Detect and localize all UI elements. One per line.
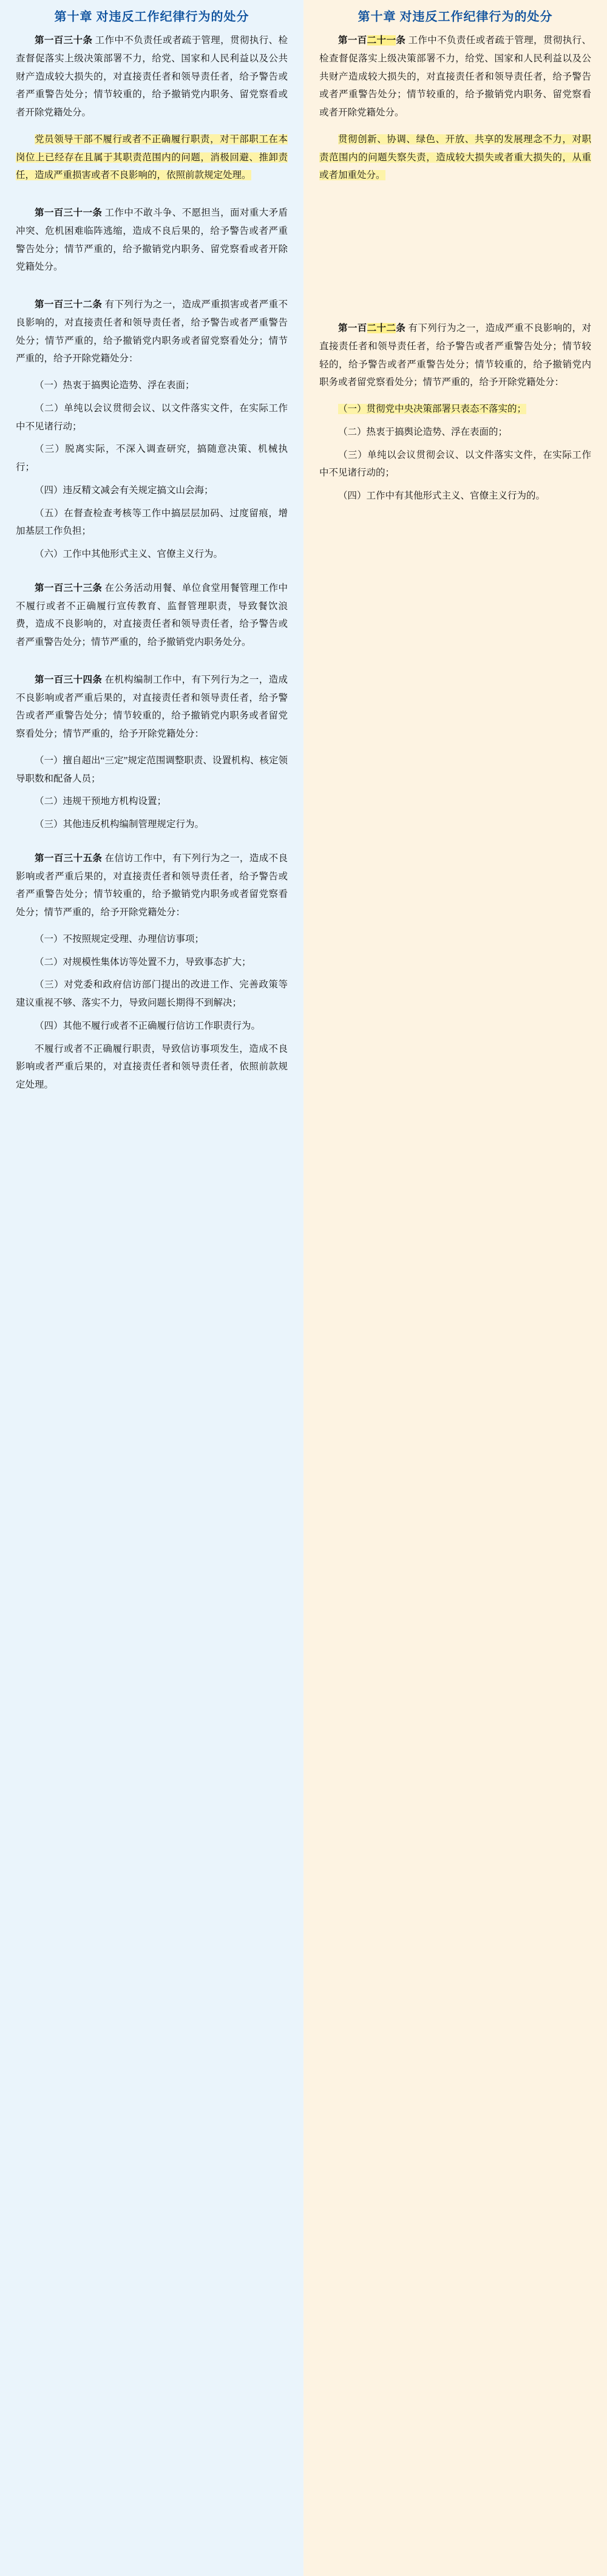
article-135-item-3: （三）对党委和政府信访部门提出的改进工作、完善政策等建议重视不够、落实不力，导致问题长期得不到解决； [16, 980, 288, 1008]
article-130-para2 [16, 131, 288, 185]
spacer [16, 193, 288, 204]
article-122-item-4: （四）工作中有其他形式主义、官僚主义行为的。 [338, 491, 546, 501]
article-134-item-1: （一）擅自超出“三定”规定范围调整职责、设置机构、核定领导职数和配备人员； [16, 755, 288, 784]
article-122-text: 有下列行为之一，造成严重不良影响的，对直接责任者和领导责任者，给予警告或者严重警告处分；情节较轻的，给予警告或者严重警告处分；情节较重的，给予撤销党内职务或者留党察看处分；情节严重的，给予开除党籍处分： [319, 323, 591, 388]
article-131-text: 工作中不敢斗争、不愿担当，面对重大矛盾冲突、危机困难临阵逃缩，造成不良后果的，给予警告或者严重警告处分；情节严重的，给予撤销党内职务、留党察看或者开除党籍处分。 [16, 208, 288, 273]
article-134 [16, 671, 288, 743]
article-132-text: 有下列行为之一，造成严重损害或者严重不良影响的，对直接责任者和领导责任者，给予警告或者严重警告处分；情节严重的，给予撤销党内职务或者留党察看处分；情节严重的，给予开除党籍处分： [16, 299, 288, 364]
spacer [319, 304, 591, 319]
article-132-item-6: （六）工作中其他形式主义、官僚主义行为。 [35, 549, 223, 559]
article-121-para2-text: 贯彻创新、协调、绿色、开放、共享的发展理念不力，对职责范围内的问题失察失责，造成较大损失或者重大损失的，从重或者加重处分。 [319, 134, 591, 181]
article-130 [16, 32, 288, 122]
article-122-number-highlight: 二十二 [367, 323, 396, 333]
spacer [319, 209, 591, 225]
article-135-text: 在信访工作中，有下列行为之一，造成不良影响或者严重后果的，对直接责任者和领导责任者，给予警告或者严重警告处分；情节较重的，给予撤销党内职务或者留党察看处分；情节严重的，给予开除党籍处分： [16, 853, 288, 918]
article-134-item-3: （三）其他违反机构编制管理规定行为。 [35, 819, 205, 830]
spacer [319, 240, 591, 256]
article-135-number: 第一百三十五条 [35, 853, 103, 864]
article-133-number: 第一百三十三条 [35, 582, 103, 593]
right-body [304, 32, 607, 505]
right-chapter-title: 第十章 对违反工作纪律行为的处分 [358, 10, 553, 24]
spacer [16, 660, 288, 671]
spacer [319, 272, 591, 288]
article-122-item-1-text: （一）贯彻党中央决策部署只表态不落实的； [338, 404, 527, 414]
article-132-item-4: （四）违反精文减会有关规定搞文山会海； [35, 485, 214, 496]
spacer [319, 256, 591, 272]
article-122-number-suffix: 条 [396, 323, 406, 333]
article-132-item-1: （一）热衷于搞舆论造势、浮在表面； [35, 380, 195, 390]
article-122-number-prefix: 第一百 [338, 323, 367, 333]
article-122 [319, 319, 591, 392]
article-133-text: 在公务活动用餐、单位食堂用餐管理工作中不履行或者不正确履行宣传教育、监督管理职责，导致餐饮浪费，造成不良影响的，对直接责任者和领导责任者，给予警告或者严重警告处分；情节严重的，给予撤销党内职务处分。 [16, 582, 288, 647]
article-135-item-1: （一）不按照规定受理、办理信访事项； [35, 933, 205, 944]
article-135-item-2: （二）对规模性集体访等处置不力，导致事态扩大； [35, 956, 251, 967]
article-132 [16, 296, 288, 368]
article-130-para2-text: 党员领导干部不履行或者不正确履行职责，对干部职工在本岗位上已经存在且属于其职责范围内的问题，消极回避、推卸责任，造成严重损害或者不良影响的，依照前款规定处理。 [16, 134, 288, 181]
article-121-text: 工作中不负责任或者疏于管理，贯彻执行、检查督促落实上级决策部署不力，给党、国家和人民利益以及公共财产造成较大损失的，对直接责任者和领导责任者，给予警告或者严重警告处分；情节较重的，给予撤销党内职务、留党察看或者开除党籍处分。 [319, 35, 591, 118]
article-131 [16, 204, 288, 276]
article-132-item-5: （五）在督查检查考核等工作中搞层层加码、过度留痕，增加基层工作负担； [16, 508, 288, 537]
article-135-item-4: （四）其他不履行或者不正确履行信访工作职责行为。 [35, 1020, 261, 1031]
article-121-number-prefix: 第一百 [338, 35, 367, 46]
article-121-number-highlight: 二十一 [367, 35, 396, 46]
spacer [16, 839, 288, 850]
article-134-number: 第一百三十四条 [35, 674, 103, 685]
spacer [319, 225, 591, 240]
article-122-item-2: （二）热衷于搞舆论造势、浮在表面的； [338, 426, 508, 437]
article-122-item-3: （三）单纯以会议贯彻会议、以文件落实文件，在实际工作中不见诸行动的； [319, 449, 591, 479]
left-chapter-title: 第十章 对违反工作纪律行为的处分 [54, 10, 249, 24]
article-130-text: 工作中不负责任或者疏于管理，贯彻执行、检查督促落实上级决策部署不力，给党、国家和人民利益以及公共财产造成较大损失的，对直接责任者和领导责任者，给予警告或者严重警告处分；情节较重的，给予撤销党内职务、留党察看或者开除党籍处分。 [16, 35, 288, 118]
article-132-item-3: （三）脱离实际，不深入调查研究，搞随意决策、机械执行； [16, 444, 288, 472]
spacer [16, 568, 288, 579]
left-body [0, 32, 304, 1094]
article-121-number-suffix: 条 [396, 35, 406, 46]
spacer [319, 288, 591, 304]
spacer [16, 285, 288, 296]
article-132-number: 第一百三十二条 [35, 299, 103, 310]
article-132-item-2: （二）单纯以会议贯彻会议、以文件落实文件，在实际工作中不见诸行动； [16, 403, 288, 432]
spacer [319, 193, 591, 209]
article-135-closing: 不履行或者不正确履行职责，导致信访事项发生，造成不良影响或者严重后果的，对直接责任者和领导责任者，依照前款规定处理。 [16, 1043, 288, 1090]
article-134-item-2: （二）违规干预地方机构设置； [35, 796, 167, 807]
article-122-item-1 [319, 400, 591, 418]
article-130-number: 第一百三十条 [35, 35, 93, 46]
article-121-para2 [319, 131, 591, 185]
right-version-column [304, 0, 607, 2576]
article-135 [16, 850, 288, 922]
article-121 [319, 32, 591, 122]
article-133 [16, 579, 288, 652]
article-134-text: 在机构编制工作中，有下列行为之一，造成不良影响或者严重后果的，对直接责任者和领导责任者，给予警告或者严重警告处分；情节较重的，给予撤销党内职务或者留党察看处分；情节严重的，给予开除党籍处分： [16, 674, 288, 739]
article-131-number: 第一百三十一条 [35, 208, 103, 218]
